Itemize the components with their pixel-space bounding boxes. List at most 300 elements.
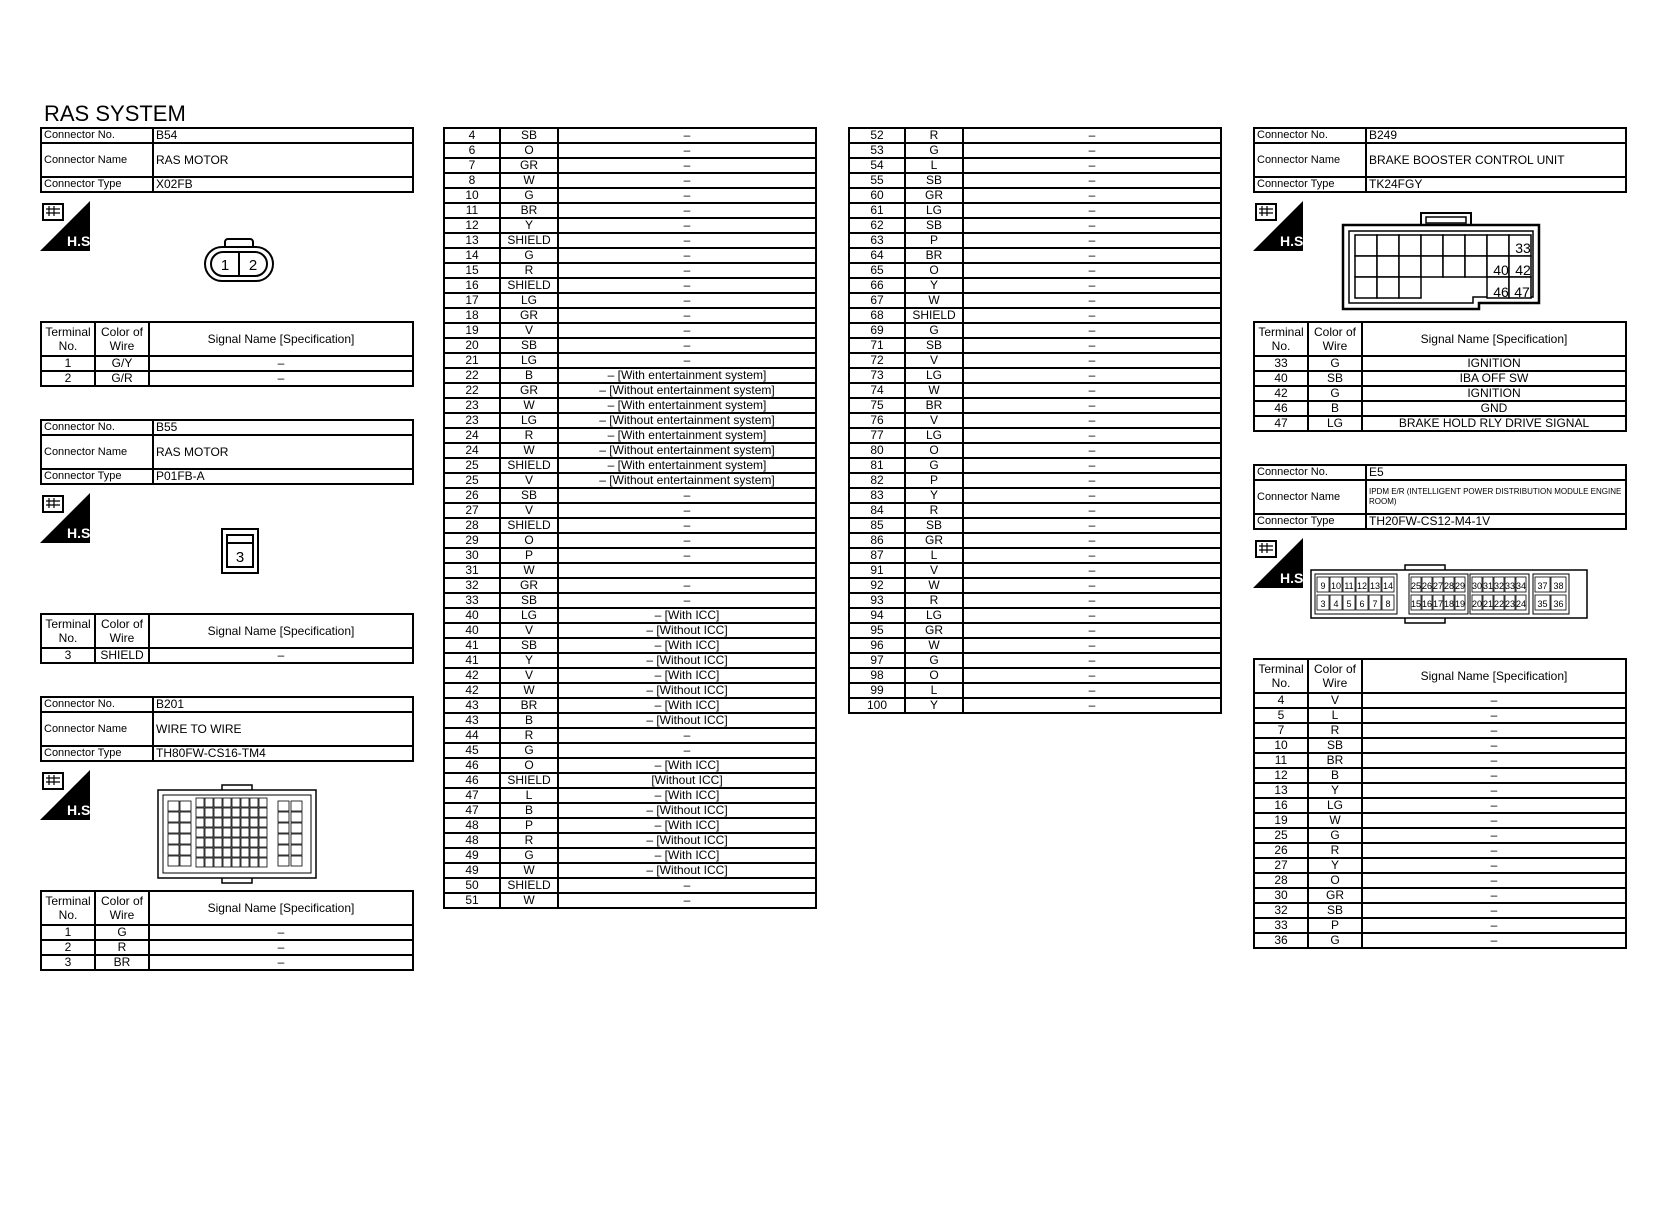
connector-cavity [232, 858, 240, 867]
table-row [444, 473, 816, 488]
wire-color-cell: V [905, 413, 963, 428]
pin-2: 2 [248, 257, 258, 274]
connector-cavity [223, 848, 231, 857]
wire-color-cell: B [1308, 768, 1362, 783]
connector-no-value: B201 [153, 697, 413, 712]
table-row [1254, 858, 1626, 873]
pin-label: 26 [1421, 581, 1433, 591]
connector-cavity [180, 823, 191, 833]
terminal-no-cell: 23 [444, 413, 500, 428]
connector-cavity [241, 838, 249, 847]
signal-name-cell: – [558, 233, 816, 248]
terminal-no-cell: 73 [849, 368, 905, 383]
pin-label: 15 [1410, 599, 1422, 609]
wire-color-cell: W [500, 173, 558, 188]
terminal-no-cell: 87 [849, 548, 905, 563]
wire-color-cell: O [500, 758, 558, 773]
connector-name-label: Connector Name [1254, 480, 1366, 514]
terminal-no-cell: 25 [1254, 828, 1308, 843]
table-row [849, 218, 1221, 233]
signal-name-cell: – [With ICC] [558, 638, 816, 653]
connector-cavity [250, 848, 258, 857]
wire-color-cell: LG [1308, 798, 1362, 813]
terminal-no-cell: 26 [444, 488, 500, 503]
table-row [444, 848, 816, 863]
connector-cavity [291, 834, 302, 844]
wire-color-cell: BR [500, 698, 558, 713]
pin-label: 37 [1537, 581, 1548, 591]
terminal-no-cell: 21 [444, 353, 500, 368]
connector-cavity [223, 818, 231, 827]
signal-name-cell: – [963, 428, 1221, 443]
pin-label: 11 [1344, 581, 1354, 591]
signal-name-cell: – [With ICC] [558, 758, 816, 773]
signal-name-cell: – [1362, 828, 1626, 843]
connector-name-label: Connector Name [41, 435, 153, 469]
terminal-no-cell: 42 [444, 683, 500, 698]
wire-color-cell: GR [905, 623, 963, 638]
connector-cavity [1355, 256, 1377, 277]
wire-color-cell: SHIELD [500, 518, 558, 533]
wire-color-cell: O [500, 143, 558, 158]
hs-label: H.S. [67, 233, 95, 249]
wire-color-cell: G [905, 653, 963, 668]
table-row [444, 338, 816, 353]
wire-color-cell: W [500, 683, 558, 698]
wire-color-cell: Y [1308, 858, 1362, 873]
signal-name-cell: – [963, 623, 1221, 638]
pin-42: 42 [1515, 262, 1531, 278]
terminal-no-cell: 49 [444, 863, 500, 878]
signal-name-cell: – [Without entertainment system] [558, 473, 816, 488]
connector-cavity [1355, 277, 1377, 298]
wire-color-cell: R [500, 263, 558, 278]
connector-cavity [259, 828, 267, 837]
signal-name-cell: – [149, 940, 413, 955]
connector-cavity [223, 838, 231, 847]
wire-color-cell: GR [500, 308, 558, 323]
connector-cavity [196, 848, 204, 857]
connector-cavity [180, 834, 191, 844]
wire-color-cell: LG [500, 413, 558, 428]
wire-color-cell: O [905, 668, 963, 683]
terminal-no-cell: 71 [849, 338, 905, 353]
connector-e5-signal-table [1253, 658, 1627, 949]
terminal-no-cell: 46 [444, 773, 500, 788]
table-row [444, 788, 816, 803]
signal-name-cell: – [963, 488, 1221, 503]
signal-name-cell: – [558, 158, 816, 173]
signal-name-cell: – [With ICC] [558, 698, 816, 713]
signal-name-cell: – [558, 578, 816, 593]
connector-type-label: Connector Type [41, 746, 153, 761]
terminal-no-cell: 41 [444, 653, 500, 668]
terminal-no-cell: 5 [1254, 708, 1308, 723]
table-row [849, 233, 1221, 248]
terminal-no-cell: 81 [849, 458, 905, 473]
signal-name-cell: – [558, 893, 816, 908]
connector-b249-figure [1253, 193, 1627, 321]
color-of-wire-header: Color of Wire [95, 322, 149, 356]
signal-name-cell: – [963, 413, 1221, 428]
connector-cavity [241, 828, 249, 837]
table-row [444, 878, 816, 893]
signal-name-cell: – [With ICC] [558, 788, 816, 803]
signal-name-cell: – [963, 353, 1221, 368]
wire-color-cell: GR [1308, 888, 1362, 903]
terminal-no-cell: 46 [1254, 401, 1308, 416]
signal-name-cell: – [Without ICC] [558, 623, 816, 638]
terminal-no-cell: 12 [1254, 768, 1308, 783]
wire-color-cell: BR [500, 203, 558, 218]
connector-cavity [196, 808, 204, 817]
connector-no-label: Connector No. [41, 128, 153, 143]
terminal-no-cell: 22 [444, 383, 500, 398]
signal-name-cell: – [558, 188, 816, 203]
pin-label: 9 [1320, 581, 1326, 591]
connector-cavity [223, 828, 231, 837]
terminal-no-cell: 25 [444, 473, 500, 488]
wire-color-cell: SHIELD [500, 773, 558, 788]
terminal-no-header: Terminal No. [41, 891, 95, 925]
terminal-no-cell: 33 [1254, 918, 1308, 933]
wire-color-cell: Y [905, 698, 963, 713]
terminal-no-cell: 50 [444, 878, 500, 893]
table-row [444, 413, 816, 428]
signal-name-cell: – [With ICC] [558, 818, 816, 833]
terminal-no-cell: 42 [444, 668, 500, 683]
wire-color-cell: SHIELD [500, 233, 558, 248]
connector-cavity [180, 845, 191, 855]
column-2 [443, 127, 817, 909]
table-row [849, 698, 1221, 713]
table-row [849, 293, 1221, 308]
page-title: RAS SYSTEM [44, 101, 186, 126]
connector-no-value: B249 [1366, 128, 1626, 143]
terminal-no-cell: 32 [444, 578, 500, 593]
wire-color-cell: BR [905, 248, 963, 263]
wire-color-cell: P [905, 233, 963, 248]
signal-name-cell: – [963, 143, 1221, 158]
connector-cavity [1399, 235, 1421, 256]
terminal-no-cell: 36 [1254, 933, 1308, 948]
terminal-no-cell: 60 [849, 188, 905, 203]
connector-cavity [214, 838, 222, 847]
wire-color-cell: GR [500, 383, 558, 398]
connector-cavity [205, 848, 213, 857]
wire-color-cell: BR [905, 398, 963, 413]
table-row [444, 443, 816, 458]
wire-color-cell: SB [500, 128, 558, 143]
table-row [444, 593, 816, 608]
wire-color-cell: LG [500, 608, 558, 623]
signal-name-cell: – [558, 173, 816, 188]
wire-color-cell: V [500, 668, 558, 683]
table-row [444, 503, 816, 518]
connector-no-label: Connector No. [41, 697, 153, 712]
table-row [849, 278, 1221, 293]
pin-label: 30 [1471, 581, 1483, 591]
wire-color-cell: G [1308, 828, 1362, 843]
connector-cavity [1399, 277, 1421, 298]
table-row [444, 668, 816, 683]
signal-name-cell: – [558, 143, 816, 158]
signal-name-cell: – [963, 128, 1221, 143]
signal-name-cell: – [963, 248, 1221, 263]
signal-name-cell: – [558, 503, 816, 518]
pin-label: 12 [1356, 581, 1368, 591]
table-row [849, 608, 1221, 623]
hs-label: H.S. [1280, 233, 1308, 249]
signal-name-cell: – [1362, 753, 1626, 768]
table-row [444, 743, 816, 758]
signal-name-cell: – [963, 593, 1221, 608]
table-row [444, 518, 816, 533]
connector-cavity [1465, 256, 1487, 277]
pin-label: 13 [1369, 581, 1381, 591]
wire-color-cell: G/R [95, 371, 149, 386]
terminal-no-cell: 48 [444, 833, 500, 848]
signal-name-cell: BRAKE HOLD RLY DRIVE SIGNAL [1362, 416, 1626, 431]
signal-name-cell: – [963, 563, 1221, 578]
terminal-no-cell: 84 [849, 503, 905, 518]
wire-color-cell: L [905, 158, 963, 173]
wire-color-cell: SB [500, 593, 558, 608]
table-row [849, 653, 1221, 668]
signal-name-cell: – [Without entertainment system] [558, 413, 816, 428]
harness-side-icon [40, 201, 95, 251]
connector-cavity [278, 856, 289, 866]
signal-name-cell: – [558, 593, 816, 608]
signal-name-cell: – [963, 548, 1221, 563]
signal-name-cell: – [558, 278, 816, 293]
table-row [849, 203, 1221, 218]
wire-color-cell: O [905, 263, 963, 278]
connector-cavity [1465, 235, 1487, 256]
table-row [444, 293, 816, 308]
terminal-no-cell: 3 [41, 648, 95, 663]
wire-color-cell: G [1308, 933, 1362, 948]
terminal-no-cell: 52 [849, 128, 905, 143]
connector-cavity [214, 858, 222, 867]
table-row [444, 458, 816, 473]
terminal-no-cell: 53 [849, 143, 905, 158]
connector-b55-figure [40, 485, 414, 613]
signal-name-cell: – [558, 488, 816, 503]
pin-label: 19 [1454, 599, 1466, 609]
wire-color-cell: O [1308, 873, 1362, 888]
signal-name-cell: – [558, 293, 816, 308]
terminal-no-cell: 43 [444, 713, 500, 728]
terminal-no-cell: 68 [849, 308, 905, 323]
terminal-no-cell: 33 [1254, 356, 1308, 371]
connector-cavity [232, 818, 240, 827]
connector-no-label: Connector No. [1254, 128, 1366, 143]
table-row [444, 218, 816, 233]
signal-name-cell: – [558, 338, 816, 353]
table-row [849, 338, 1221, 353]
connector-cavity [259, 858, 267, 867]
wire-color-cell: W [905, 383, 963, 398]
terminal-no-cell: 18 [444, 308, 500, 323]
connector-cavity [232, 848, 240, 857]
signal-name-cell: – [963, 443, 1221, 458]
terminal-no-cell: 49 [444, 848, 500, 863]
signal-name-cell: – [963, 638, 1221, 653]
terminal-no-cell: 31 [444, 563, 500, 578]
wire-color-cell: B [500, 803, 558, 818]
color-of-wire-header: Color of Wire [1308, 322, 1362, 356]
b55-connector-drawing [220, 527, 260, 577]
wire-color-cell: P [905, 473, 963, 488]
table-row [1254, 416, 1626, 431]
table-row [41, 371, 413, 386]
signal-name-cell: – [149, 356, 413, 371]
signal-name-cell: – [963, 608, 1221, 623]
connector-cavity [1377, 235, 1399, 256]
pin-label: 10 [1330, 581, 1342, 591]
connector-cavity [1421, 256, 1443, 277]
terminal-no-cell: 41 [444, 638, 500, 653]
signal-name-cell: – [1362, 813, 1626, 828]
signal-name-cell: – [With entertainment system] [558, 428, 816, 443]
connector-cavity [205, 858, 213, 867]
pin-label: 23 [1504, 599, 1516, 609]
terminal-no-cell: 94 [849, 608, 905, 623]
signal-name-cell: – [963, 278, 1221, 293]
connector-cavity [180, 856, 191, 866]
hs-label: H.S. [67, 525, 95, 541]
terminal-no-cell: 22 [444, 368, 500, 383]
table-row [1254, 903, 1626, 918]
signal-name-cell: – [963, 518, 1221, 533]
signal-name-cell: – [1362, 768, 1626, 783]
wire-color-cell: R [500, 428, 558, 443]
table-row [849, 683, 1221, 698]
terminal-no-cell: 28 [1254, 873, 1308, 888]
signal-name-cell [558, 563, 816, 578]
wire-color-cell: Y [500, 218, 558, 233]
connector-cavity [250, 818, 258, 827]
wire-color-cell: G/Y [95, 356, 149, 371]
terminal-no-cell: 48 [444, 818, 500, 833]
signal-name-cell: – [1362, 708, 1626, 723]
signal-name-cell: – [963, 533, 1221, 548]
terminal-no-cell: 47 [444, 803, 500, 818]
signal-name-cell: – [558, 518, 816, 533]
signal-name-cell: – [558, 128, 816, 143]
terminal-no-cell: 32 [1254, 903, 1308, 918]
color-of-wire-header: Color of Wire [1308, 659, 1362, 693]
connector-cavity [241, 818, 249, 827]
signal-name-cell: – [963, 338, 1221, 353]
table-row [444, 233, 816, 248]
signal-name-cell: – [963, 173, 1221, 188]
signal-name-cell: – [Without ICC] [558, 833, 816, 848]
signal-name-cell: – [963, 188, 1221, 203]
signal-name-cell: – [558, 548, 816, 563]
wire-color-cell: Y [905, 488, 963, 503]
wire-color-cell: SHIELD [500, 878, 558, 893]
signal-name-cell: – [1362, 843, 1626, 858]
connector-name-value: BRAKE BOOSTER CONTROL UNIT [1366, 143, 1626, 177]
pin-label: 7 [1372, 599, 1378, 609]
terminal-no-cell: 29 [444, 533, 500, 548]
wire-color-cell: V [1308, 693, 1362, 708]
table-row [444, 578, 816, 593]
connector-cavity [259, 808, 267, 817]
connector-b249-signal-table [1253, 321, 1627, 432]
table-row [444, 653, 816, 668]
pin-label: 24 [1515, 599, 1527, 609]
connector-cavity [1421, 235, 1443, 256]
wire-color-cell: L [905, 548, 963, 563]
signal-name-header: Signal Name [Specification] [149, 891, 413, 925]
table-row [444, 488, 816, 503]
table-row [444, 638, 816, 653]
connector-name-value: IPDM E/R (INTELLIGENT POWER DISTRIBUTION MODULE ENGINE ROOM) [1366, 480, 1626, 514]
table-row [444, 128, 816, 143]
signal-name-cell: – [149, 648, 413, 663]
terminal-no-cell: 2 [41, 371, 95, 386]
wire-color-cell: O [500, 533, 558, 548]
connector-cavity [196, 828, 204, 837]
signal-name-cell: – [Without entertainment system] [558, 443, 816, 458]
pin-label: 18 [1443, 599, 1455, 609]
table-row [1254, 933, 1626, 948]
signal-name-cell: IGNITION [1362, 386, 1626, 401]
pin-label: 33 [1504, 581, 1516, 591]
wire-color-cell: V [905, 563, 963, 578]
table-row [41, 356, 413, 371]
b54-connector-drawing [203, 237, 275, 285]
wire-color-cell: P [1308, 918, 1362, 933]
terminal-no-cell: 95 [849, 623, 905, 638]
signal-name-cell: – [149, 955, 413, 970]
terminal-no-cell: 86 [849, 533, 905, 548]
terminal-no-cell: 13 [444, 233, 500, 248]
terminal-no-cell: 55 [849, 173, 905, 188]
table-row [444, 173, 816, 188]
connector-cavity [168, 856, 179, 866]
wire-color-cell: LG [500, 293, 558, 308]
terminal-no-header: Terminal No. [1254, 322, 1308, 356]
table-row [1254, 873, 1626, 888]
terminal-no-cell: 17 [444, 293, 500, 308]
terminal-no-cell: 85 [849, 518, 905, 533]
connector-name-label: Connector Name [41, 143, 153, 177]
terminal-no-cell: 10 [444, 188, 500, 203]
pin-40: 40 [1493, 262, 1509, 278]
table-row [849, 533, 1221, 548]
terminal-no-cell: 24 [444, 428, 500, 443]
terminal-no-cell: 46 [444, 758, 500, 773]
terminal-no-cell: 83 [849, 488, 905, 503]
terminal-no-cell: 47 [444, 788, 500, 803]
signal-name-cell: – [1362, 903, 1626, 918]
terminal-no-cell: 80 [849, 443, 905, 458]
wire-color-cell: B [500, 713, 558, 728]
wire-color-cell: V [500, 473, 558, 488]
signal-name-header: Signal Name [Specification] [149, 614, 413, 648]
signal-name-cell: – [963, 233, 1221, 248]
table-row [849, 173, 1221, 188]
wire-color-cell: V [500, 323, 558, 338]
signal-name-cell: – [With ICC] [558, 608, 816, 623]
table-row [849, 428, 1221, 443]
connector-type-label: Connector Type [1254, 514, 1366, 529]
terminal-no-cell: 61 [849, 203, 905, 218]
